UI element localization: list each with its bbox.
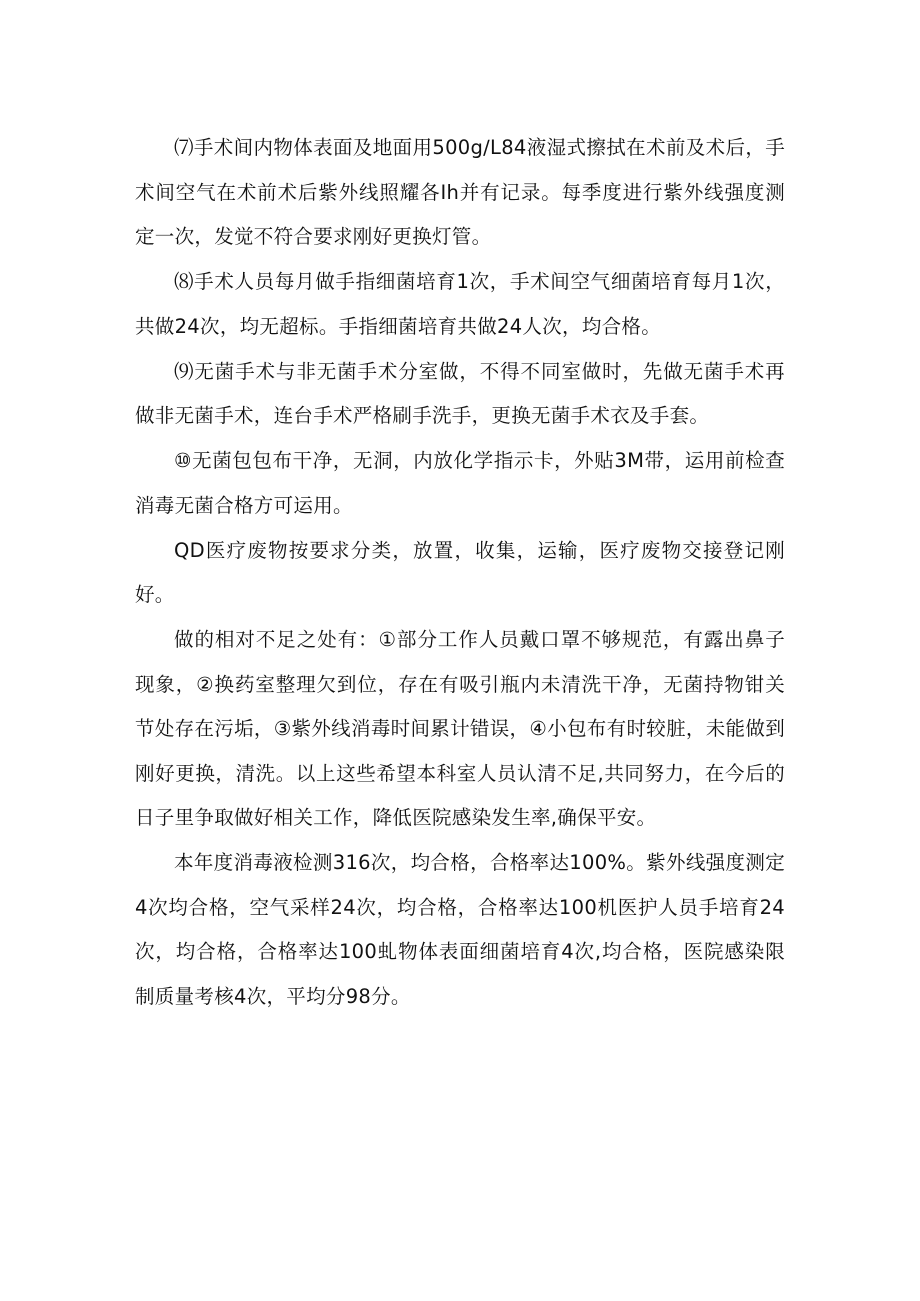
paragraph-bacterial-culture: ⑻手术人员每月做手指细菌培育1次，手术间空气细菌培育每月1次，共做24次，均无超标。手指细菌培育共做24人次，均合格。: [135, 270, 785, 338]
paragraph-sterile-surgery: ⑼无菌手术与非无菌手术分室做，不得不同室做时，先做无菌手术再做非无菌手术，连台手术严格刷手洗手，更换无菌手术衣及手套。: [135, 359, 785, 427]
paragraph-disinfection-surfaces: ⑺手术间内物体表面及地面用500g∕L84液湿式擦拭在术前及术后，手术间空气在术前术后紫外线照耀各Ih并有记录。每季度进行紫外线强度测定一次，发觉不符合要求刚好更换灯管。: [135, 136, 785, 248]
paragraph-medical-waste: QD医疗废物按要求分类，放置，收集，运输，医疗废物交接登记刚好。: [135, 538, 785, 606]
paragraph-shortcomings: 做的相对不足之处有：①部分工作人员戴口罩不够规范，有露出鼻子现象，②换药室整理欠到位，存在有吸引瓶内未清洗干净，无菌持物钳关节处存在污垢，③紫外线消毒时间累计错误，④小包布有时较脏，未能做到刚好更换，清洗。以上这些希望本科室人员认清不足,共同努力，在今后的日子里争取做好相关工作，降低医院感染发生率,确保平安。: [135, 628, 785, 829]
document-body: [135, 126, 785, 1019]
paragraph-annual-summary: 本年度消毒液检测316次，均合格，合格率达100%。紫外线强度测定4次均合格，空气采样24次，均合格，合格率达100机医护人员手培育24次，均合格，合格率达100虬物体表面细菌培育4次,均合格，医院感染限制质量考核4次，平均分98分。: [135, 851, 785, 1008]
paragraph-sterile-packs: ⑩无菌包包布干净，无洞，内放化学指示卡，外贴3M带，运用前检查消毒无菌合格方可运用。: [135, 449, 785, 517]
